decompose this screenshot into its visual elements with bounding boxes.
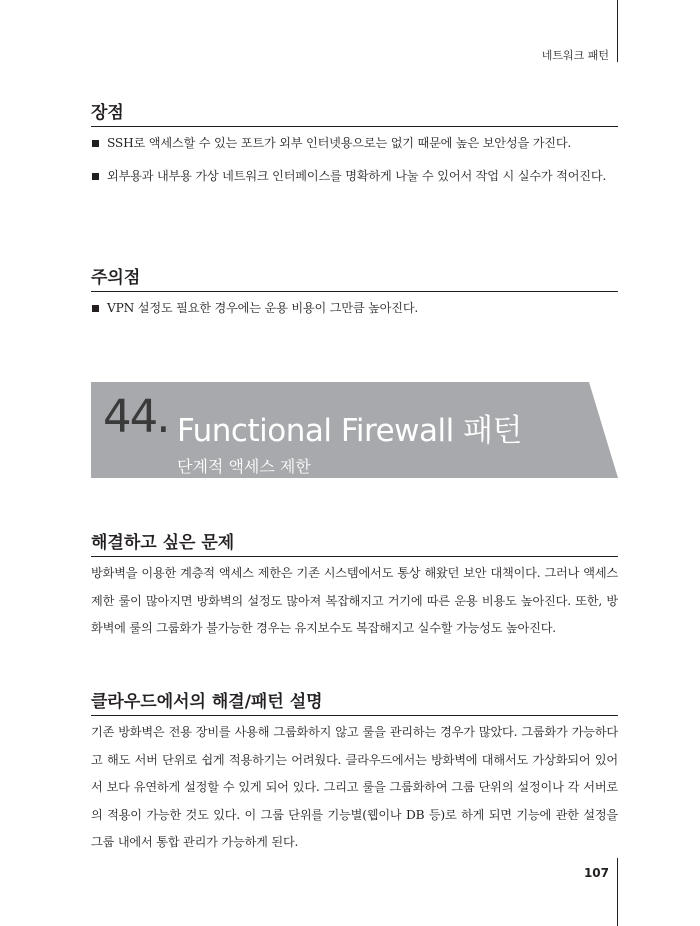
- chapter-number: 44.: [103, 390, 169, 443]
- list-item-text: 외부용과 내부용 가상 네트워크 인터페이스를 명확하게 나눌 수 있어서 작업 시 실수가 적어진다.: [107, 169, 607, 183]
- chapter-banner: [91, 382, 618, 478]
- running-header: 네트워크 패턴: [541, 49, 609, 62]
- square-bullet-icon: [92, 305, 99, 312]
- top-margin-line: [617, 0, 618, 62]
- list-item: [91, 295, 618, 322]
- page-number: 107: [583, 866, 609, 880]
- square-bullet-icon: [92, 173, 99, 180]
- list-item: [91, 163, 618, 190]
- list-item: [91, 130, 618, 157]
- pros-heading: 장점: [91, 98, 618, 127]
- bottom-margin-line: [617, 858, 618, 926]
- square-bullet-icon: [92, 140, 99, 147]
- chapter-subtitle: 단계적 액세스 제한: [177, 457, 311, 476]
- list-item-text: SSH로 액세스할 수 있는 포트가 외부 인터넷용으로는 없기 때문에 높은 보안성을 가진다.: [107, 136, 572, 150]
- chapter-title: Functional Firewall 패턴: [177, 413, 522, 449]
- solution-heading: 클라우드에서의 해결/패턴 설명: [91, 687, 618, 716]
- caution-list: [91, 295, 618, 328]
- pros-list: [91, 130, 618, 196]
- problem-heading: 해결하고 싶은 문제: [91, 528, 618, 557]
- problem-paragraph: 방화벽을 이용한 계층적 액세스 제한은 기존 시스템에서도 통상 해왔던 보안 대책이다. 그러나 액세스 제한 룰이 많아지면 방화벽의 설정도 많아져 복잡해지고 거기에 따른 운용 비용도 높아진다. 또한, 방화벽에 룰의 그룹화가 불가능한 경우는 유지보수도 복잡해지고 실수할 가능성도 높아진다.: [91, 566, 618, 635]
- list-item-text: VPN 설정도 필요한 경우에는 운용 비용이 그만큼 높아진다.: [107, 301, 419, 315]
- caution-heading: 주의점: [91, 263, 618, 292]
- solution-paragraph: 기존 방화벽은 전용 장비를 사용해 그룹화하지 않고 룰을 관리하는 경우가 많았다. 그룹화가 가능하다고 해도 서버 단위로 쉽게 적용하기는 어려웠다. 클라우드에서는 방화벽에 대해서도 가상화되어 있어서 보다 유연하게 설정할 수 있게 되어 있다. 그리고 룰을 그룹화하여 그룹 단위의 설정이나 각 서버로의 적용이 가능한 것도 있다. 이 그룹 단위를 기능별(웹이나 DB 등)로 하게 되면 기능에 관한 설정을 그룹 내에서 통합 관리가 가능하게 된다.: [91, 725, 618, 849]
